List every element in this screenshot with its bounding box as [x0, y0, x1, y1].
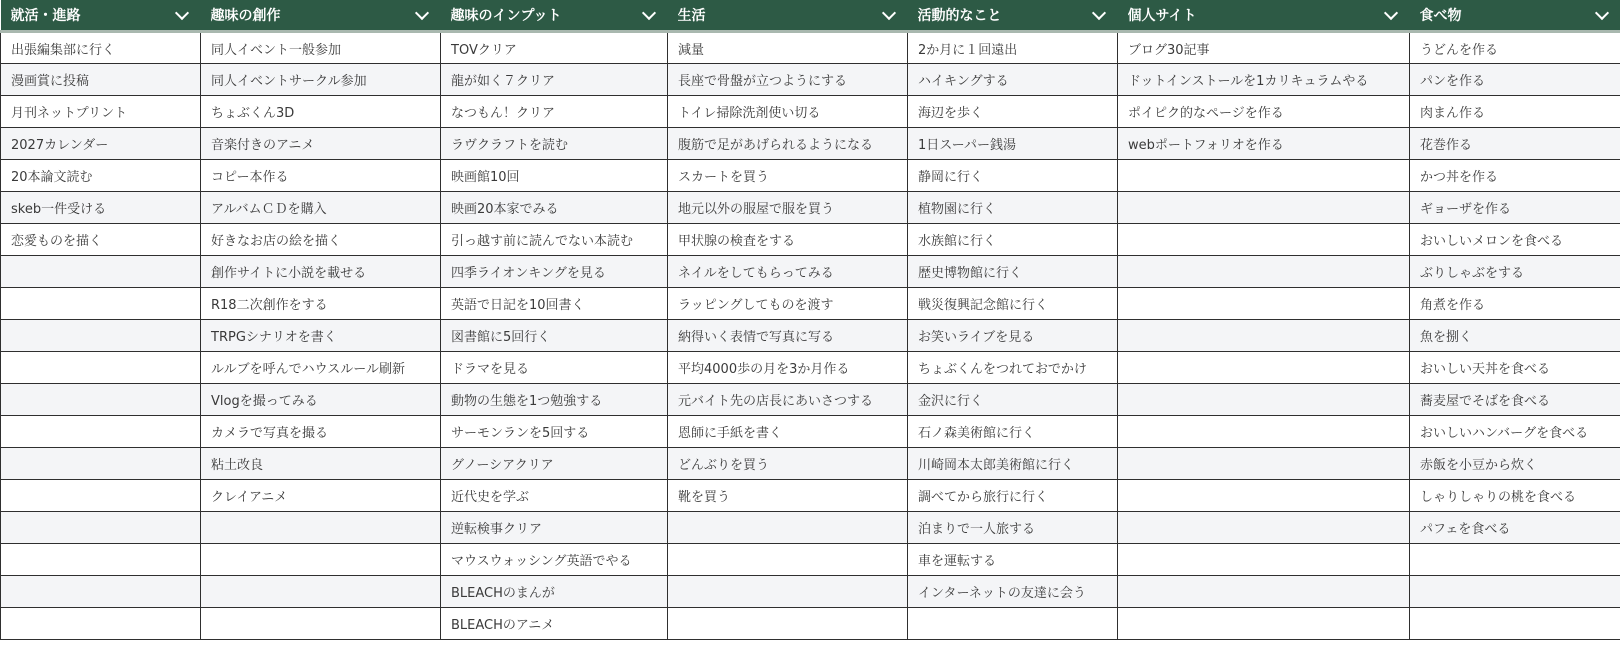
cell-active[interactable]: ちょぶくんをつれておでかけ — [908, 352, 1118, 384]
cell-input[interactable]: 動物の生態を1つ勉強する — [441, 384, 668, 416]
cell-active[interactable]: 泊まりで一人旅する — [908, 512, 1118, 544]
column-header-label: 趣味の創作 — [210, 8, 281, 24]
cell-job[interactable] — [1, 256, 201, 288]
cell-site[interactable] — [1118, 448, 1410, 480]
cell-input[interactable]: グノーシアクリア — [441, 448, 668, 480]
cell-job[interactable] — [1, 288, 201, 320]
cell-job[interactable] — [1, 320, 201, 352]
table-row — [1, 288, 1620, 320]
cell-input[interactable]: 近代史を学ぶ — [441, 480, 668, 512]
table-row — [1, 320, 1620, 352]
cell-active[interactable]: 戦災復興記念館に行く — [908, 288, 1118, 320]
table-row — [1, 64, 1620, 96]
cell-job[interactable]: 月刊ネットプリント — [1, 96, 201, 128]
cell-site[interactable] — [1118, 480, 1410, 512]
cell-food[interactable]: うどんを作る — [1410, 32, 1620, 64]
cell-food[interactable]: おいしい天丼を食べる — [1410, 352, 1620, 384]
cell-input[interactable]: BLEACHのまんが — [441, 576, 668, 608]
chevron-down-icon[interactable] — [174, 5, 188, 19]
cell-job[interactable]: skeb一件受ける — [1, 192, 201, 224]
cell-job[interactable] — [1, 448, 201, 480]
table-row — [1, 128, 1620, 160]
cell-site[interactable] — [1118, 160, 1410, 192]
table-row — [1, 352, 1620, 384]
cell-food[interactable]: 魚を捌く — [1410, 320, 1620, 352]
table-row — [1, 512, 1620, 544]
cell-creation[interactable] — [201, 608, 441, 640]
column-header-job[interactable] — [1, 0, 201, 32]
table-row — [1, 96, 1620, 128]
cell-active[interactable]: お笑いライブを見る — [908, 320, 1118, 352]
cell-input[interactable]: TOVクリア — [441, 32, 668, 64]
cell-input[interactable]: 英語で日記を10回書く — [441, 288, 668, 320]
cell-job[interactable] — [1, 608, 201, 640]
cell-active[interactable]: 静岡に行く — [908, 160, 1118, 192]
cell-job[interactable]: 恋愛ものを描く — [1, 224, 201, 256]
cell-life[interactable]: スカートを買う — [668, 160, 908, 192]
cell-creation[interactable] — [201, 512, 441, 544]
cell-job[interactable]: 出張編集部に行く — [1, 32, 201, 64]
cell-site[interactable]: ブログ30記事 — [1118, 32, 1410, 64]
chevron-down-icon[interactable] — [1594, 5, 1608, 19]
cell-creation[interactable]: 同人イベントサークル参加 — [201, 64, 441, 96]
cell-creation[interactable]: 創作サイトに小説を載せる — [201, 256, 441, 288]
cell-site[interactable] — [1118, 608, 1410, 640]
cell-input[interactable]: 映画館10回 — [441, 160, 668, 192]
cell-food[interactable] — [1410, 576, 1620, 608]
table-row — [1, 416, 1620, 448]
cell-life[interactable]: 靴を買う — [668, 480, 908, 512]
column-header-label: 活動的なこと — [917, 8, 1002, 24]
cell-life[interactable] — [668, 608, 908, 640]
cell-job[interactable]: 20本論文読む — [1, 160, 201, 192]
chevron-down-icon[interactable] — [881, 5, 895, 19]
chevron-down-icon[interactable] — [1383, 5, 1397, 19]
cell-food[interactable] — [1410, 608, 1620, 640]
cell-active[interactable]: 調べてから旅行に行く — [908, 480, 1118, 512]
cell-food[interactable]: パンを作る — [1410, 64, 1620, 96]
cell-site[interactable]: webポートフォリオを作る — [1118, 128, 1410, 160]
cell-job[interactable] — [1, 384, 201, 416]
table-row — [1, 608, 1620, 640]
cell-job[interactable] — [1, 352, 201, 384]
column-header-label: 生活 — [677, 8, 706, 24]
cell-site[interactable] — [1118, 384, 1410, 416]
cell-life[interactable]: 甲状腺の検査をする — [668, 224, 908, 256]
cell-job[interactable]: 2027カレンダー — [1, 128, 201, 160]
cell-site[interactable] — [1118, 288, 1410, 320]
cell-life[interactable]: どんぶりを買う — [668, 448, 908, 480]
cell-food[interactable]: おいしいメロンを食べる — [1410, 224, 1620, 256]
cell-site[interactable] — [1118, 192, 1410, 224]
column-header-label: 食べ物 — [1419, 8, 1462, 24]
cell-input[interactable]: BLEACHのアニメ — [441, 608, 668, 640]
table-row — [1, 544, 1620, 576]
cell-site[interactable] — [1118, 352, 1410, 384]
cell-job[interactable] — [1, 416, 201, 448]
table-row — [1, 224, 1620, 256]
cell-creation[interactable]: ちょぶくん3D — [201, 96, 441, 128]
cell-creation[interactable]: Vlogを撮ってみる — [201, 384, 441, 416]
cell-active[interactable]: 車を運転する — [908, 544, 1118, 576]
cell-job[interactable] — [1, 544, 201, 576]
cell-life[interactable]: 恩師に手紙を書く — [668, 416, 908, 448]
cell-creation[interactable]: TRPGシナリオを書く — [201, 320, 441, 352]
cell-creation[interactable]: 好きなお店の絵を描く — [201, 224, 441, 256]
cell-input[interactable]: 引っ越す前に読んでない本読む — [441, 224, 668, 256]
cell-creation[interactable] — [201, 576, 441, 608]
table-row — [1, 256, 1620, 288]
cell-site[interactable] — [1118, 320, 1410, 352]
column-header-food[interactable] — [1410, 0, 1620, 32]
cell-site[interactable] — [1118, 512, 1410, 544]
cell-site[interactable]: ポイピク的なページを作る — [1118, 96, 1410, 128]
cell-active[interactable] — [908, 608, 1118, 640]
cell-input[interactable]: 映画20本家でみる — [441, 192, 668, 224]
cell-life[interactable]: 納得いく表情で写真に写る — [668, 320, 908, 352]
cell-creation[interactable]: 音楽付きのアニメ — [201, 128, 441, 160]
table-row — [1, 384, 1620, 416]
cell-input[interactable]: ラヴクラフトを読む — [441, 128, 668, 160]
cell-site[interactable] — [1118, 224, 1410, 256]
table-row — [1, 160, 1620, 192]
table-row — [1, 480, 1620, 512]
cell-life[interactable] — [668, 512, 908, 544]
cell-active[interactable]: 水族館に行く — [908, 224, 1118, 256]
cell-input[interactable]: なつもん！クリア — [441, 96, 668, 128]
cell-input[interactable]: 図書館に5回行く — [441, 320, 668, 352]
cell-active[interactable]: 石ノ森美術館に行く — [908, 416, 1118, 448]
cell-life[interactable]: 平均4000歩の月を3か月作る — [668, 352, 908, 384]
cell-creation[interactable]: クレイアニメ — [201, 480, 441, 512]
table-row — [1, 32, 1620, 64]
cell-food[interactable]: 肉まん作る — [1410, 96, 1620, 128]
column-header-life[interactable] — [668, 0, 908, 32]
column-header-label: 個人サイト — [1127, 8, 1197, 24]
column-header-label: 就活・進路 — [10, 8, 81, 24]
cell-job[interactable]: 漫画賞に投稿 — [1, 64, 201, 96]
cell-life[interactable]: ネイルをしてもらってみる — [668, 256, 908, 288]
table-row — [1, 576, 1620, 608]
cell-creation[interactable]: コピー本作る — [201, 160, 441, 192]
cell-active[interactable]: ハイキングする — [908, 64, 1118, 96]
cell-creation[interactable]: アルバムＣＤを購入 — [201, 192, 441, 224]
cell-active[interactable]: 1日スーパー銭湯 — [908, 128, 1118, 160]
cell-food[interactable]: ぶりしゃぶをする — [1410, 256, 1620, 288]
cell-site[interactable]: ドットインストールを1カリキュラムやる — [1118, 64, 1410, 96]
cell-site[interactable] — [1118, 256, 1410, 288]
table-header — [1, 0, 1620, 32]
cell-creation[interactable]: R18二次創作をする — [201, 288, 441, 320]
cell-site[interactable] — [1118, 416, 1410, 448]
cell-creation[interactable]: 同人イベント一般参加 — [201, 32, 441, 64]
cell-input[interactable]: 逆転検事クリア — [441, 512, 668, 544]
cell-creation[interactable]: ルルブを呼んでハウスルール刷新 — [201, 352, 441, 384]
table-row — [1, 192, 1620, 224]
cell-input[interactable]: 龍が如く７クリア — [441, 64, 668, 96]
chevron-down-icon[interactable] — [414, 5, 428, 19]
cell-site[interactable] — [1118, 576, 1410, 608]
cell-active[interactable]: 植物園に行く — [908, 192, 1118, 224]
cell-life[interactable]: 減量 — [668, 32, 908, 64]
chevron-down-icon[interactable] — [641, 5, 655, 19]
cell-food[interactable]: おいしいハンバーグを食べる — [1410, 416, 1620, 448]
cell-active[interactable]: 海辺を歩く — [908, 96, 1118, 128]
cell-life[interactable]: ラッピングしてものを渡す — [668, 288, 908, 320]
cell-job[interactable] — [1, 480, 201, 512]
cell-active[interactable]: インターネットの友達に会う — [908, 576, 1118, 608]
header-row — [1, 0, 1620, 32]
cell-creation[interactable] — [201, 544, 441, 576]
cell-life[interactable] — [668, 544, 908, 576]
column-header-label: 趣味のインプット — [450, 8, 562, 24]
cell-food[interactable]: ギョーザを作る — [1410, 192, 1620, 224]
cell-input[interactable]: サーモンランを5回する — [441, 416, 668, 448]
cell-food[interactable]: 蕎麦屋でそばを食べる — [1410, 384, 1620, 416]
cell-creation[interactable]: カメラで写真を撮る — [201, 416, 441, 448]
column-header-active[interactable] — [908, 0, 1118, 32]
cell-life[interactable]: 腹筋で足があげられるようになる — [668, 128, 908, 160]
cell-life[interactable]: トイレ掃除洗剤使い切る — [668, 96, 908, 128]
cell-job[interactable] — [1, 512, 201, 544]
chevron-down-icon[interactable] — [1091, 5, 1105, 19]
cell-active[interactable]: 金沢に行く — [908, 384, 1118, 416]
cell-input[interactable]: ドラマを見る — [441, 352, 668, 384]
cell-creation[interactable]: 粘土改良 — [201, 448, 441, 480]
cell-active[interactable]: 2か月に１回遠出 — [908, 32, 1118, 64]
cell-food[interactable]: かつ丼を作る — [1410, 160, 1620, 192]
cell-food[interactable]: 赤飯を小豆から炊く — [1410, 448, 1620, 480]
cell-life[interactable] — [668, 576, 908, 608]
column-header-creation[interactable] — [201, 0, 441, 32]
cell-food[interactable]: しゃりしゃりの桃を食べる — [1410, 480, 1620, 512]
cell-food[interactable] — [1410, 544, 1620, 576]
column-header-input[interactable] — [441, 0, 668, 32]
cell-input[interactable]: マウスウォッシング英語でやる — [441, 544, 668, 576]
cell-job[interactable] — [1, 576, 201, 608]
cell-input[interactable]: 四季ライオンキングを見る — [441, 256, 668, 288]
table-body — [1, 32, 1620, 640]
cell-food[interactable]: パフェを食べる — [1410, 512, 1620, 544]
table-row — [1, 448, 1620, 480]
column-header-site[interactable] — [1118, 0, 1410, 32]
cell-life[interactable]: 長座で骨盤が立つようにする — [668, 64, 908, 96]
cell-life[interactable]: 地元以外の服屋で服を買う — [668, 192, 908, 224]
cell-life[interactable]: 元バイト先の店長にあいさつする — [668, 384, 908, 416]
cell-site[interactable] — [1118, 544, 1410, 576]
cell-active[interactable]: 歴史博物館に行く — [908, 256, 1118, 288]
cell-food[interactable]: 花巻作る — [1410, 128, 1620, 160]
cell-food[interactable]: 角煮を作る — [1410, 288, 1620, 320]
cell-active[interactable]: 川崎岡本太郎美術館に行く — [908, 448, 1118, 480]
